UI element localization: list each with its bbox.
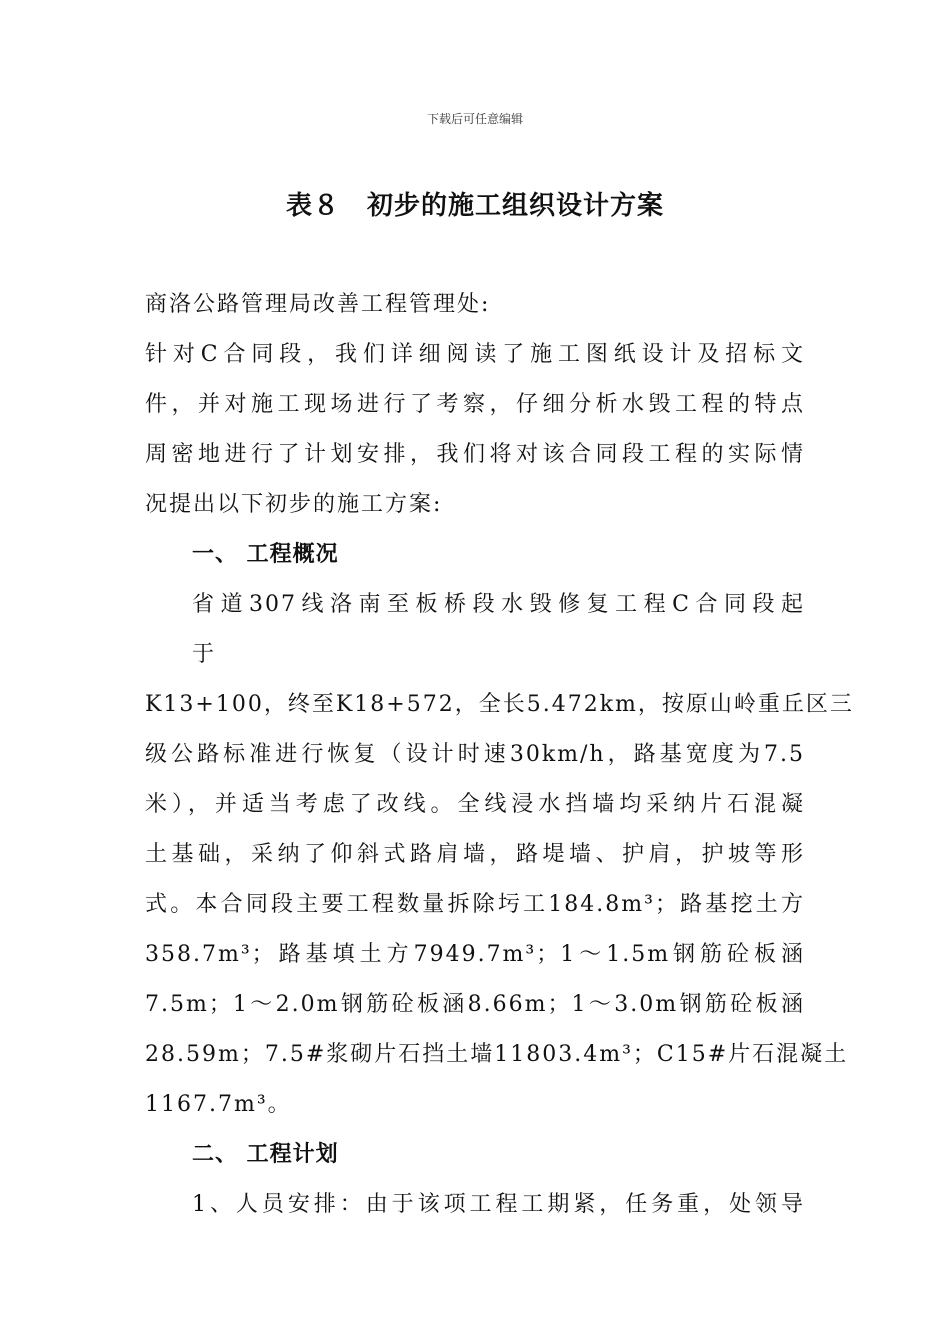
intro-line-1: 针对C合同段，我们详细阅读了施工图纸设计及招标文	[145, 342, 805, 367]
section1-line-1: 省道307线洛南至板桥段水毁修复工程C合同段起	[192, 592, 805, 617]
section1-line-11: 1167.7m³。	[145, 1092, 292, 1117]
section1-line-7: 式。本合同段主要工程数量拆除圬工184.8m³；路基挖土方	[145, 892, 805, 917]
intro-line-3: 周密地进行了计划安排，我们将对该合同段工程的实际情	[145, 442, 805, 467]
section1-line-6: 土基础，采纳了仰斜式路肩墙，路堤墙、护肩，护坡等形	[145, 842, 805, 867]
section1-line-3: K13+100，终至K18+572，全长5.472km，按原山岭重丘区三	[145, 692, 854, 717]
section2-heading: 二、 工程计划	[192, 1142, 339, 1167]
section1-line-5: 米），并适当考虑了改线。全线浸水挡墙均采纳片石混凝	[145, 792, 805, 817]
section1-line-2: 于	[192, 642, 217, 667]
section1-heading: 一、 工程概况	[192, 542, 339, 567]
addressee: 商洛公路管理局改善工程管理处:	[145, 292, 491, 317]
document-title: 表８ 初步的施工组织设计方案	[285, 191, 664, 221]
section1-line-10: 28.59m；7.5#浆砌片石挡土墙11803.4m³；C15#片石混凝土	[145, 1042, 849, 1067]
intro-line-4: 况提出以下初步的施工方案:	[145, 492, 443, 517]
section2-line-1: 1、人员安排：由于该项工程工期紧，任务重，处领导	[192, 1192, 805, 1217]
section1-line-9: 7.5m；1～2.0m钢筋砼板涵8.66m；1～3.0m钢筋砼板涵	[145, 992, 805, 1017]
intro-line-2: 件，并对施工现场进行了考察，仔细分析水毁工程的特点	[145, 392, 805, 417]
header-note: 下载后可任意编辑	[426, 112, 523, 126]
section1-line-4: 级公路标准进行恢复（设计时速30km/h，路基宽度为7.5	[145, 742, 805, 767]
section1-line-8: 358.7m³；路基填土方7949.7m³；1～1.5m钢筋砼板涵	[145, 942, 805, 967]
